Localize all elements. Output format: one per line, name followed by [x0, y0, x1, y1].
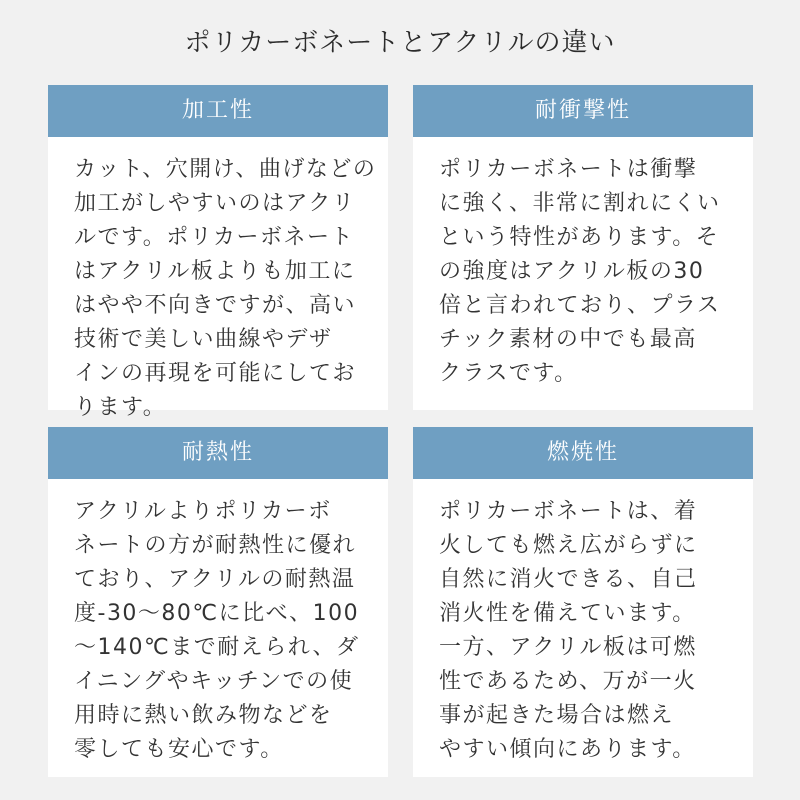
- card-text-line: 加工がしやすいのはアクリ: [74, 191, 356, 216]
- card-heading: 耐熱性: [48, 427, 388, 479]
- card-text-line: 倍と言われており、プラス: [439, 293, 721, 318]
- card-text-line: に強く、非常に割れにくい: [439, 191, 721, 216]
- card-text-line: 消火性を備えています。: [439, 601, 696, 626]
- card-text-line: ります。: [74, 395, 167, 420]
- card-text-line: はやや不向きですが、高い: [74, 293, 357, 318]
- card-body: [48, 479, 388, 767]
- card-text-line: 事が起きた場合は燃え: [439, 703, 675, 728]
- card-text-line: 技術で美しい曲線やデザ: [74, 327, 333, 352]
- card-text-line: 用時に熱い飲み物などを: [74, 703, 333, 728]
- card-text-line: ており、アクリルの耐熱温: [74, 567, 356, 592]
- card-text-line: 性であるため、万が一火: [439, 669, 697, 694]
- card-text-line: インの再現を可能にしてお: [74, 361, 357, 386]
- card-text-line: ネートの方が耐熱性に優れ: [74, 533, 357, 558]
- card-body: [48, 137, 388, 425]
- page-title: ポリカーボネートとアクリルの違い: [184, 28, 616, 58]
- card-heading: 加工性: [48, 85, 388, 137]
- card-text-line: やすい傾向にあります。: [439, 737, 696, 762]
- card-body: [413, 137, 753, 391]
- card-heat-resistance: [48, 427, 388, 777]
- card-text-line: ポリカーボネートは衝撃: [439, 157, 698, 182]
- card-text-line: 度-30～80℃に比べ、100: [74, 601, 360, 626]
- card-text-line: はアクリル板よりも加工に: [74, 259, 356, 284]
- card-text-line: クラスです。: [439, 361, 578, 386]
- card-text-line: ポリカーボネートは、着: [439, 499, 698, 524]
- card-text-line: アクリルよりポリカーボ: [74, 499, 332, 524]
- card-text-line: 一方、アクリル板は可燃: [439, 635, 697, 660]
- card-text-line: 火しても燃え広がらずに: [439, 533, 698, 558]
- card-text-line: カット、穴開け、曲げなどの: [74, 157, 377, 182]
- card-text-line: という特性があります。そ: [439, 225, 720, 250]
- card-text-line: チック素材の中でも最高: [439, 327, 697, 352]
- card-text-line: ルです。ポリカーボネート: [74, 225, 355, 250]
- card-text-line: イニングやキッチンでの使: [74, 669, 354, 694]
- card-heading: 耐衝撃性: [413, 85, 753, 137]
- card-processability: [48, 85, 388, 420]
- card-text-line: の強度はアクリル板の30: [439, 259, 705, 284]
- card-flammability: [413, 427, 753, 777]
- card-body: [413, 479, 753, 767]
- card-text-line: ～140℃まで耐えられ、ダ: [74, 635, 360, 660]
- card-text-line: 自然に消火できる、自己: [439, 567, 698, 592]
- card-impact-resistance: [413, 85, 753, 410]
- card-text-line: 零しても安心です。: [74, 737, 284, 762]
- card-heading: 燃焼性: [413, 427, 753, 479]
